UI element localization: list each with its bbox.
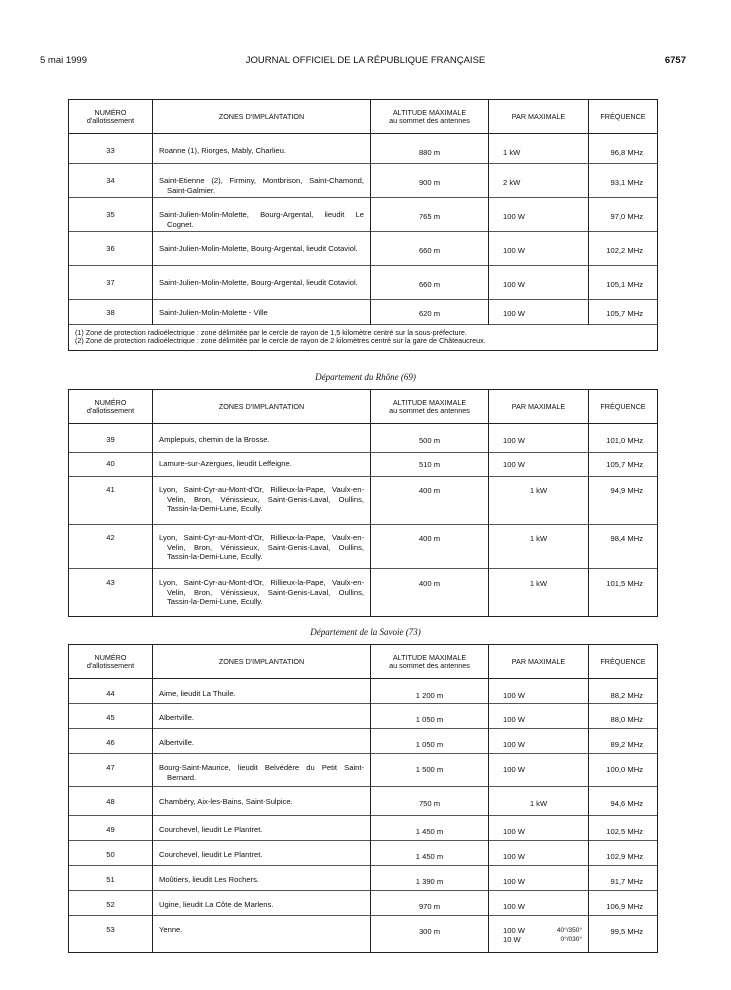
table-row [69, 704, 658, 729]
cell-zone: Courchevel, lieudit Le Plantret. [153, 816, 371, 841]
cell-num: 41 [69, 477, 153, 525]
header-altitude: ALTITUDE MAXIMALE au sommet des antennes [371, 645, 489, 679]
cell-zone: Albertville. [153, 704, 371, 729]
table-row [69, 477, 658, 525]
cell-alt: 660 m [371, 232, 489, 266]
cell-freq: 102,2 MHz [589, 232, 658, 266]
cell-freq: 94,6 MHz [589, 787, 658, 816]
cell-zone: Lyon, Saint-Cyr-au-Mont-d'Or, Rillieux-la-Pape, Vaulx-en-Velin, Bron, Vénissieux, Saint-Genis-Laval, Oullins, Tassin-la-Demi-Lune, Ecully. [153, 477, 371, 525]
cell-alt: 765 m [371, 198, 489, 232]
cell-alt: 1 500 m [371, 754, 489, 787]
header-altitude: ALTITUDE MAXIMALE au sommet des antennes [371, 390, 489, 424]
cell-freq: 100,0 MHz [589, 754, 658, 787]
cell-par: 100 W [489, 754, 589, 787]
table-header-row [69, 645, 658, 679]
cell-num: 51 [69, 866, 153, 891]
cell-par: 100 W [489, 866, 589, 891]
cell-freq: 91,7 MHz [589, 866, 658, 891]
page-date: 5 mai 1999 [40, 55, 88, 66]
cell-zone: Bourg-Saint-Maurice, lieudit Belvédère du Petit Saint-Bernard. [153, 754, 371, 787]
cell-zone: Moûtiers, lieudit Les Rochers. [153, 866, 371, 891]
page-number: 6757 [664, 55, 686, 66]
table-row [69, 300, 658, 325]
cell-alt: 1 450 m [371, 841, 489, 866]
cell-num: 53 [69, 916, 153, 953]
notes [69, 325, 658, 351]
cell-freq: 88,2 MHz [589, 679, 658, 704]
cell-alt: 750 m [371, 787, 489, 816]
cell-par: 100 W [489, 679, 589, 704]
cell-freq: 105,7 MHz [589, 300, 658, 325]
table-row [69, 916, 658, 953]
header-frequence: FRÉQUENCE [589, 390, 658, 424]
cell-par: 2 kW [489, 164, 589, 198]
cell-alt: 1 200 m [371, 679, 489, 704]
cell-par: 100 W [489, 424, 589, 453]
table-header-row [69, 390, 658, 424]
table-loire [68, 99, 658, 351]
cell-alt: 400 m [371, 525, 489, 569]
cell-par: 1 kW [489, 569, 589, 617]
cell-alt: 1 050 m [371, 704, 489, 729]
cell-freq: 93,1 MHz [589, 164, 658, 198]
cell-num: 42 [69, 525, 153, 569]
cell-par: 100 W [489, 841, 589, 866]
table-row [69, 891, 658, 916]
cell-par: 100 W [489, 704, 589, 729]
cell-num: 52 [69, 891, 153, 916]
table-row [69, 569, 658, 617]
table-row [69, 787, 658, 816]
cell-num: 33 [69, 134, 153, 164]
cell-freq: 106,9 MHz [589, 891, 658, 916]
cell-zone: Amplepuis, chemin de la Brosse. [153, 424, 371, 453]
cell-num: 38 [69, 300, 153, 325]
cell-freq: 105,1 MHz [589, 266, 658, 300]
cell-freq: 96,8 MHz [589, 134, 658, 164]
header-frequence: FRÉQUENCE [589, 100, 658, 134]
cell-zone: Saint-Julien-Molin-Molette - Ville [153, 300, 371, 325]
cell-num: 45 [69, 704, 153, 729]
cell-zone: Yenne. [153, 916, 371, 953]
table-row [69, 266, 658, 300]
cell-num: 49 [69, 816, 153, 841]
table-header-row [69, 100, 658, 134]
cell-alt: 900 m [371, 164, 489, 198]
cell-par: 1 kW [489, 787, 589, 816]
header-par: PAR MAXIMALE [489, 100, 589, 134]
cell-alt: 1 050 m [371, 729, 489, 754]
table-row [69, 232, 658, 266]
cell-num: 40 [69, 453, 153, 477]
cell-zone: Lyon, Saint-Cyr-au-Mont-d'Or, Rillieux-la-Pape, Vaulx-en-Velin, Bron, Vénissieux, Saint-Genis-Laval, Oullins, Tassin-la-Demi-Lune, Ecully. [153, 569, 371, 617]
header-altitude: ALTITUDE MAXIMALE au sommet des antennes [371, 100, 489, 134]
cell-num: 48 [69, 787, 153, 816]
department-heading-savoie: Département de la Savoie (73) [310, 627, 421, 637]
cell-zone: Lyon, Saint-Cyr-au-Mont-d'Or, Rillieux-la-Pape, Vaulx-en-Velin, Bron, Vénissieux, Saint-Genis-Laval, Oullins, Tassin-la-Demi-Lune, Ecully. [153, 525, 371, 569]
cell-num: 50 [69, 841, 153, 866]
cell-zone: Saint-Etienne (2), Firminy, Montbrison, Saint-Chamond, Saint-Galmier. [153, 164, 371, 198]
par-line-2: 10 W 0°/030° [503, 935, 582, 944]
cell-par: 1 kW [489, 525, 589, 569]
table-row [69, 424, 658, 453]
cell-alt: 660 m [371, 266, 489, 300]
cell-alt: 620 m [371, 300, 489, 325]
cell-freq: 101,0 MHz [589, 424, 658, 453]
cell-par: 100 W [489, 300, 589, 325]
table-row [69, 164, 658, 198]
cell-freq: 88,0 MHz [589, 704, 658, 729]
cell-alt: 300 m [371, 916, 489, 953]
cell-num: 37 [69, 266, 153, 300]
department-heading-rhone: Département du Rhône (69) [315, 372, 416, 382]
cell-zone: Ugine, lieudit La Côte de Marlens. [153, 891, 371, 916]
cell-num: 39 [69, 424, 153, 453]
cell-num: 47 [69, 754, 153, 787]
cell-alt: 400 m [371, 569, 489, 617]
header-par: PAR MAXIMALE [489, 645, 589, 679]
header-zones: ZONES D'IMPLANTATION [153, 645, 371, 679]
table-rhone [68, 389, 658, 617]
cell-freq: 98,4 MHz [589, 525, 658, 569]
cell-zone: Saint-Julien-Molin-Molette, Bourg-Argental, lieudit Cotaviol. [153, 232, 371, 266]
cell-freq: 101,5 MHz [589, 569, 658, 617]
cell-par: 100 W [489, 266, 589, 300]
cell-freq: 94,9 MHz [589, 477, 658, 525]
cell-alt: 400 m [371, 477, 489, 525]
cell-par: 1 kW [489, 134, 589, 164]
note-1: (1) Zone de protection radioélectrique : zone délimitée par le cercle de rayon de 1,5 kilomètre centré sur la sous-préfecture. [75, 328, 467, 337]
header-numero: NUMÉRO d'allotissement [69, 100, 153, 134]
cell-num: 43 [69, 569, 153, 617]
cell-par: 100 W [489, 816, 589, 841]
table-savoie [68, 644, 658, 953]
cell-par: 100 W [489, 729, 589, 754]
cell-zone: Chambéry, Aix-les-Bains, Saint-Sulpice. [153, 787, 371, 816]
table-row [69, 679, 658, 704]
table-row [69, 754, 658, 787]
table-row [69, 841, 658, 866]
cell-par: 100 W [489, 891, 589, 916]
table-row [69, 134, 658, 164]
cell-par: 1 kW [489, 477, 589, 525]
table-row [69, 816, 658, 841]
cell-zone: Roanne (1), Riorges, Mably, Charlieu. [153, 134, 371, 164]
cell-num: 46 [69, 729, 153, 754]
cell-alt: 500 m [371, 424, 489, 453]
cell-num: 36 [69, 232, 153, 266]
cell-zone: Lamure-sur-Azergues, lieudit Leffeigne. [153, 453, 371, 477]
header-par: PAR MAXIMALE [489, 390, 589, 424]
cell-freq: 89,2 MHz [589, 729, 658, 754]
notes-row [69, 325, 658, 351]
journal-title: JOURNAL OFFICIEL DE LA RÉPUBLIQUE FRANÇAISE [245, 55, 486, 66]
table-row [69, 729, 658, 754]
cell-zone: Albertville. [153, 729, 371, 754]
cell-num: 35 [69, 198, 153, 232]
header-numero: NUMÉRO d'allotissement [69, 390, 153, 424]
cell-zone: Saint-Julien-Molin-Molette, Bourg-Argental, lieudit Le Cognet. [153, 198, 371, 232]
par-line-1: 100 W 40°/350° [503, 926, 582, 935]
cell-zone: Aime, lieudit La Thuile. [153, 679, 371, 704]
table-row [69, 525, 658, 569]
cell-alt: 1 450 m [371, 816, 489, 841]
cell-freq: 105,7 MHz [589, 453, 658, 477]
cell-freq: 102,9 MHz [589, 841, 658, 866]
table-row [69, 198, 658, 232]
cell-alt: 510 m [371, 453, 489, 477]
note-2: (2) Zone de protection radioélectrique : zone délimitée par le cercle de rayon de 2 kilomètres centré sur la gare de Châteaucreux. [75, 336, 486, 346]
table-row [69, 453, 658, 477]
cell-alt: 880 m [371, 134, 489, 164]
cell-alt: 970 m [371, 891, 489, 916]
header-zones: ZONES D'IMPLANTATION [153, 100, 371, 134]
cell-num: 44 [69, 679, 153, 704]
cell-zone: Courchevel, lieudit Le Plantret. [153, 841, 371, 866]
cell-alt: 1 390 m [371, 866, 489, 891]
cell-par: 100 W [489, 453, 589, 477]
table-row [69, 866, 658, 891]
header-frequence: FRÉQUENCE [589, 645, 658, 679]
cell-par: 100 W [489, 232, 589, 266]
cell-zone: Saint-Julien-Molin-Molette, Bourg-Argental, lieudit Cotaviol. [153, 266, 371, 300]
cell-freq: 99,5 MHz [589, 916, 658, 953]
cell-par: 100 W [489, 198, 589, 232]
cell-num: 34 [69, 164, 153, 198]
header-numero: NUMÉRO d'allotissement [69, 645, 153, 679]
cell-freq: 102,5 MHz [589, 816, 658, 841]
cell-par [489, 916, 589, 953]
cell-freq: 97,0 MHz [589, 198, 658, 232]
header-zones: ZONES D'IMPLANTATION [153, 390, 371, 424]
